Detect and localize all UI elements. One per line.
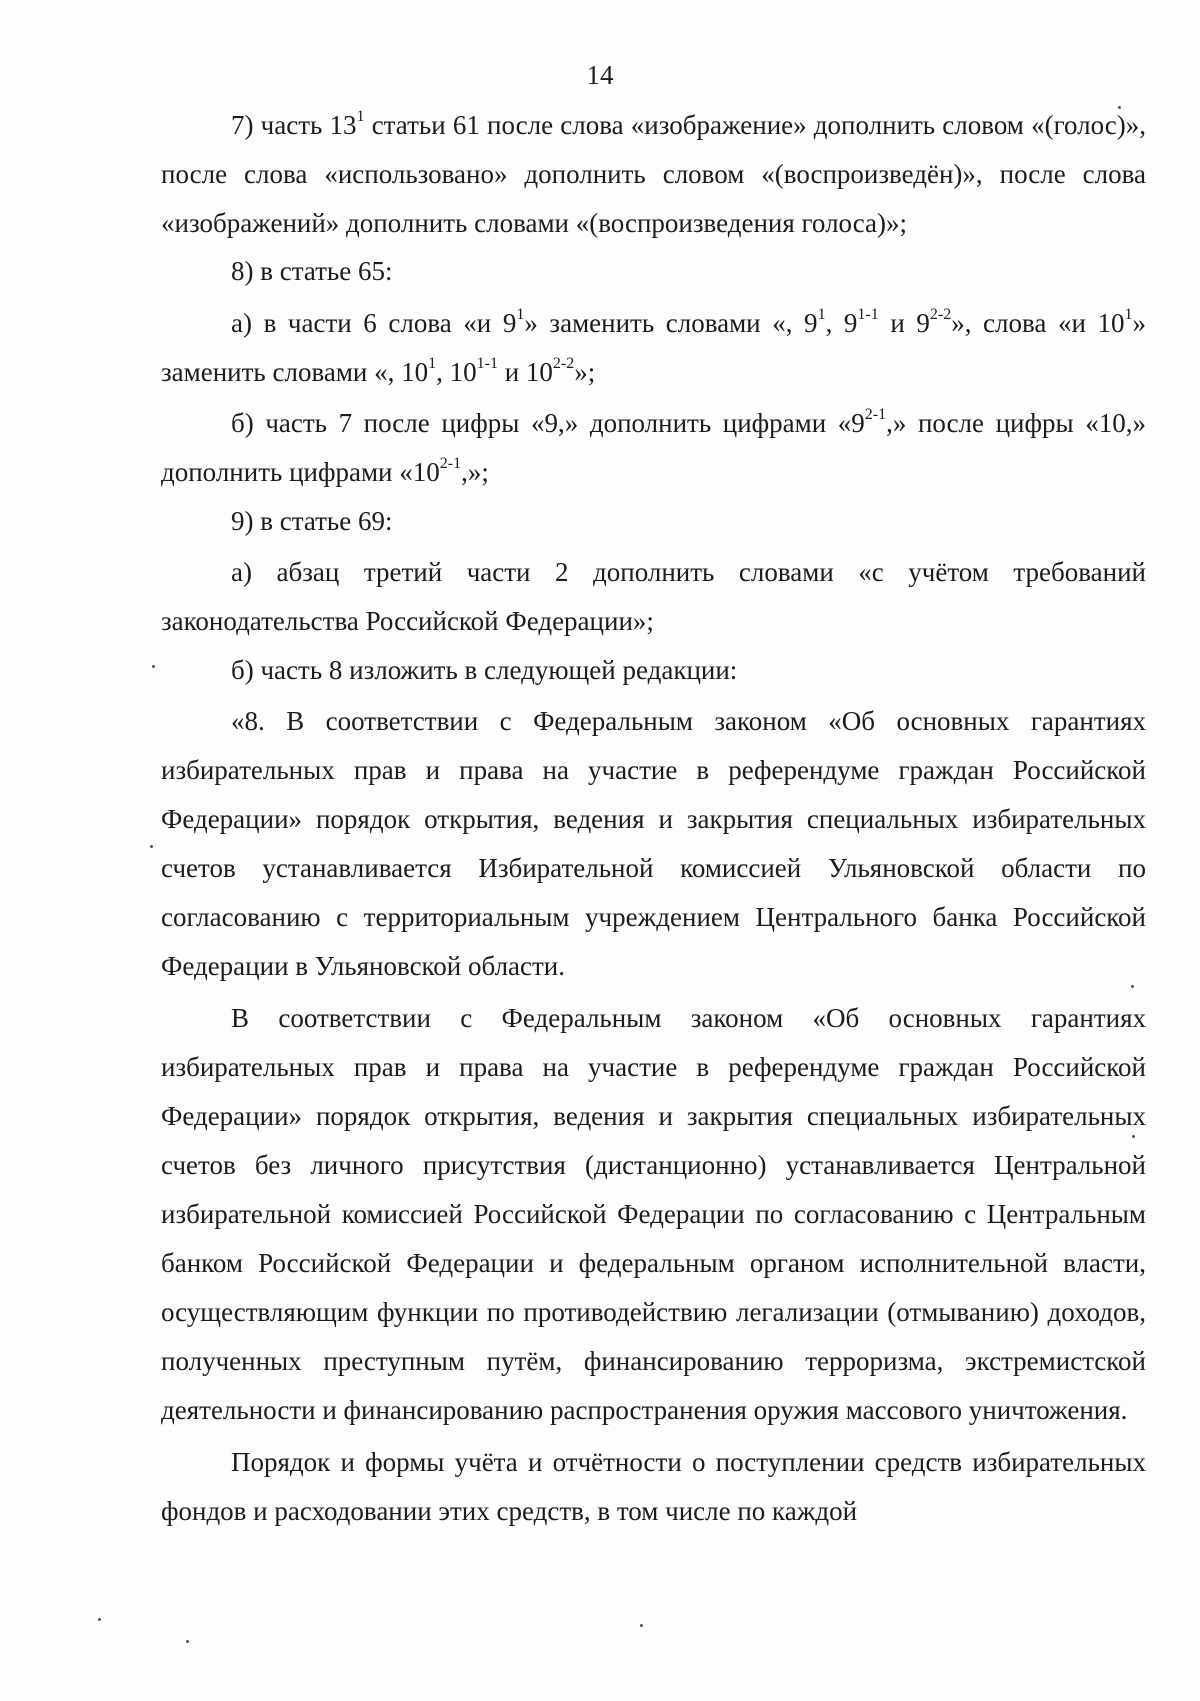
text-run: , 9 [825, 308, 858, 338]
item-9b-paragraph: б) часть 8 изложить в следующей редакции: [231, 655, 738, 685]
superscript: 1 [817, 306, 826, 323]
text-run: б) часть 7 после цифры «9,» дополнить цифрами «9 [231, 408, 865, 438]
superscript: 1 [516, 306, 525, 323]
scan-speck [98, 1618, 101, 1621]
scan-speck [1131, 985, 1134, 988]
scan-speck [1118, 106, 1121, 109]
superscript: 1-1 [476, 355, 498, 372]
text-run: и 10 [497, 357, 553, 387]
item-9a-paragraph: а) абзац третий части 2 дополнить словами «с учётом требований законодательства Российской Федерации»; [161, 557, 1146, 636]
text-run: » заменить словами «, 10 [161, 308, 1147, 387]
scan-speck [152, 665, 155, 668]
item-8a-paragraph [161, 299, 1146, 397]
text-run: » заменить словами «, 9 [524, 308, 818, 338]
superscript: 2-2 [929, 306, 952, 323]
text-run: 7) часть 13 [231, 110, 357, 140]
text-run: ,»; [461, 457, 489, 487]
text-run: статьи 61 после слова «изображение» дополнить словом «(голос)», после слова «использовано» дополнить словом «(воспроизведён)», после слова «изображений» дополнить словами «(воспроизведения голоса)»; [161, 110, 1146, 238]
quoted-paragraph-2: В соответствии с Федеральным законом «Об основных гарантиях избирательных прав и права на участие в референдуме граждан Российской Федерации» порядок открытия, ведения и закрытия специальных избирательных счетов без личного присутствия (дистанционно) устанавливается Центральной избирательной комиссией Российской Федерации по согласованию с Центральным банком Российской Федерации и федеральным органом исполнительной власти, осуществляющим функции по противодействию легализации (отмыванию) доходов, полученных преступным путём, финансированию терроризма, экстремистской деятельности и финансированию распространения оружия массового уничтожения. [161, 1003, 1146, 1425]
text-run: а) в части 6 слова «и 9 [231, 308, 517, 338]
text-run: и 9 [878, 308, 930, 338]
superscript: 1-1 [857, 306, 879, 323]
item-8b-paragraph [161, 399, 1146, 497]
scan-speck [186, 1640, 189, 1643]
item-8-paragraph: 8) в статье 65: [231, 256, 393, 286]
superscript: 2-1 [439, 455, 462, 472]
superscript: 1 [356, 108, 365, 125]
page-number: 14 [586, 60, 614, 90]
scan-speck [640, 1624, 643, 1627]
text-run: , 10 [436, 357, 477, 387]
superscript: 1 [428, 355, 437, 372]
item-9-paragraph: 9) в статье 69: [231, 506, 393, 536]
item-7-paragraph [161, 101, 1146, 248]
text-run: ,» после цифры «10,» дополнить цифрами «10 [161, 408, 1146, 487]
text-run: », слова «и 10 [951, 308, 1125, 338]
scan-speck [1132, 1135, 1135, 1138]
quoted-paragraph-3: Порядок и формы учёта и отчётности о поступлении средств избирательных фондов и расходовании этих средств, в том числе по каждой [161, 1447, 1146, 1526]
superscript: 1 [1124, 306, 1133, 323]
superscript: 2-1 [864, 406, 887, 423]
text-run: »; [574, 357, 596, 387]
document-body [161, 101, 1146, 1536]
superscript: 2-2 [552, 355, 575, 372]
scan-speck [150, 845, 153, 848]
quoted-paragraph-1: «8. В соответствии с Федеральным законом «Об основных гарантиях избирательных прав и права на участие в референдуме граждан Российской Федерации» порядок открытия, ведения и закрытия специальных избирательных счетов устанавливается Избирательной комиссией Ульяновской области по согласованию с территориальным учреждением Центрального банка Российской Федерации в Ульяновской области. [161, 706, 1146, 981]
